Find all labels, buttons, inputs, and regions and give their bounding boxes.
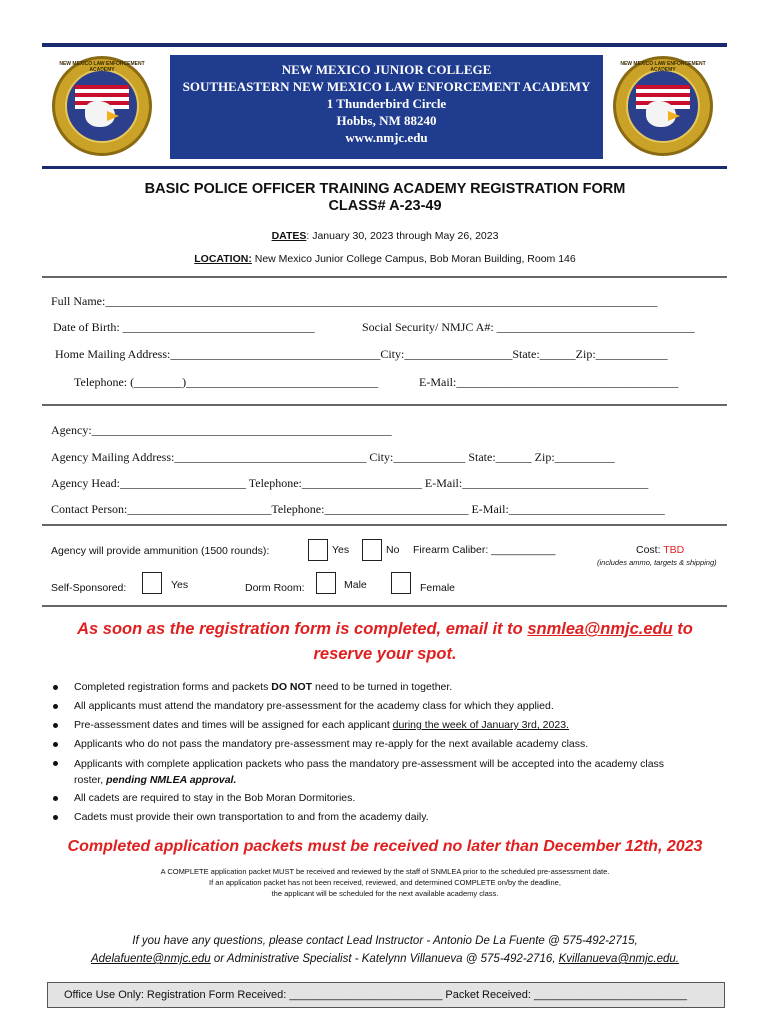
telephone-field[interactable]: Telephone: (________)________________________________ xyxy=(74,375,379,389)
street-address: 1 Thunderbird Circle xyxy=(326,96,447,111)
academy-seal-right xyxy=(613,56,713,156)
list-item: All cadets are required to stay in the Bob Moran Dormitories. xyxy=(50,789,750,808)
academy-seal-left xyxy=(52,56,152,156)
email-link-kvillanueva[interactable]: Kvillanueva@nmjc.edu. xyxy=(558,953,679,965)
list-item: Cadets must provide their own transportation to and from the academy daily. xyxy=(50,808,750,827)
dorm-male-label: Male xyxy=(344,579,367,591)
cost-line xyxy=(636,544,684,556)
cost-label: Cost: xyxy=(636,544,664,556)
dorm-female-label: Female xyxy=(420,582,456,594)
dob-field[interactable]: Date of Birth: ________________________________ xyxy=(53,320,315,334)
list-item: Pre-assessment dates and times will be assigned for each applicant during the week of January 3rd, 2023. xyxy=(50,716,750,735)
website: www.nmjc.edu xyxy=(345,130,428,145)
self-sponsored-label: Self-Sponsored: xyxy=(51,582,127,594)
agency-field[interactable]: Agency:__________________________________________________ xyxy=(51,423,392,437)
home-address-field[interactable]: Home Mailing Address:___________________________________City:__________________State:______Zip:____________ xyxy=(55,347,668,361)
form-title: BASIC POLICE OFFICER TRAINING ACADEMY REGISTRATION FORM xyxy=(144,181,626,197)
college-header xyxy=(170,55,603,159)
contact-person-field[interactable]: Contact Person:________________________Telephone:________________________ E-Mail:__________________________ xyxy=(51,502,665,516)
list-item: All applicants must attend the mandatory pre-assessment for the academy class for which they applied. xyxy=(50,697,750,716)
fine-print: A COMPLETE application packet MUST be received and reviewed by the staff of SNMLEA prior to the scheduled pre-assessment date. If an application packet has not been received, reviewed, and determined COMPLETE on/by the deadline, the applicant will be scheduled for the next available academy class. xyxy=(160,867,610,898)
notice-email-link[interactable]: snmlea@nmjc.edu xyxy=(527,620,673,638)
contact-line-2: Adelafuente@nmjc.edu or Administrative Specialist - Katelynn Villanueva @ 575-492-2716, Kvillanueva@nmjc.edu. xyxy=(90,953,679,965)
cost-note: (includes ammo, targets & shipping) xyxy=(597,558,717,567)
firearm-caliber-field[interactable]: Firearm Caliber: ___________ xyxy=(413,544,556,556)
seal-text: NEW MEXICO LAW ENFORCEMENT ACADEMY xyxy=(620,61,706,73)
location-label: LOCATION: xyxy=(194,253,252,265)
notice-text-end: to xyxy=(672,620,693,638)
agency-head-field[interactable]: Agency Head:_____________________ Telephone:____________________ E-Mail:_______________________________ xyxy=(51,476,649,490)
divider xyxy=(42,605,727,607)
notice-text: As soon as the registration form is completed, email it to xyxy=(77,620,528,638)
dates-label: DATES xyxy=(271,230,307,242)
location-line xyxy=(0,253,770,265)
office-use-box: Office Use Only: Registration Form Received: _________________________ Packet Received: _________________________ xyxy=(47,982,725,1008)
divider xyxy=(42,276,727,278)
dorm-male-checkbox[interactable] xyxy=(316,572,336,594)
college-name: NEW MEXICO JUNIOR COLLEGE xyxy=(281,62,492,77)
ammo-yes-label: Yes xyxy=(332,544,350,556)
dorm-room-label: Dorm Room: xyxy=(245,582,305,594)
requirements-list xyxy=(50,678,750,827)
header-rule xyxy=(42,166,727,169)
self-sponsored-yes-label: Yes xyxy=(171,579,189,591)
dorm-female-checkbox[interactable] xyxy=(391,572,411,594)
ammo-label: Agency will provide ammunition (1500 rounds): xyxy=(51,545,270,557)
divider xyxy=(42,404,727,406)
ammo-yes-checkbox[interactable] xyxy=(308,539,328,561)
deadline-date: December 12th, 2023 xyxy=(543,838,703,855)
deadline-notice xyxy=(0,838,770,856)
academy-name: SOUTHEASTERN NEW MEXICO LAW ENFORCEMENT ACADEMY xyxy=(182,79,591,94)
list-item: Completed registration forms and packets DO NOT need to be turned in together. xyxy=(50,678,750,697)
class-number: CLASS# A-23-49 xyxy=(328,198,442,214)
location-value: New Mexico Junior College Campus, Bob Moran Building, Room 146 xyxy=(251,253,576,265)
list-item: Applicants with complete application packets who pass the mandatory pre-assessment will be accepted into the academy class roster, pending NMLEA approval. xyxy=(50,754,750,789)
cost-value: TBD xyxy=(663,544,685,556)
seal-text: NEW MEXICO LAW ENFORCEMENT ACADEMY xyxy=(59,61,145,73)
ammo-no-label: No xyxy=(386,544,400,556)
self-sponsored-yes-checkbox[interactable] xyxy=(142,572,162,594)
deadline-text: Completed application packets must be received no later than xyxy=(67,838,544,855)
city-state-zip: Hobbs, NM 88240 xyxy=(336,113,437,128)
contact-line-1: If you have any questions, please contact Lead Instructor - Antonio De La Fuente @ 575-492-2715, xyxy=(132,935,638,947)
top-rule xyxy=(42,43,727,47)
email-link-adelafuente[interactable]: Adelafuente@nmjc.edu xyxy=(90,953,211,965)
email-field[interactable]: E-Mail:_____________________________________ xyxy=(419,375,679,389)
dates-line xyxy=(0,230,770,242)
divider xyxy=(42,524,727,526)
dates-value: : January 30, 2023 through May 26, 2023 xyxy=(306,230,499,242)
ammo-no-checkbox[interactable] xyxy=(362,539,382,561)
agency-address-field[interactable]: Agency Mailing Address:________________________________ City:____________ State:______ Zip:__________ xyxy=(51,450,615,464)
notice-line-2: reserve your spot. xyxy=(313,645,457,663)
ssn-field[interactable]: Social Security/ NMJC A#: _________________________________ xyxy=(362,320,695,334)
email-notice xyxy=(0,620,770,639)
full-name-field[interactable]: Full Name:____________________________________________________________________________________________ xyxy=(51,294,658,308)
list-item: Applicants who do not pass the mandatory pre-assessment may re-apply for the next available academy class. xyxy=(50,735,750,754)
